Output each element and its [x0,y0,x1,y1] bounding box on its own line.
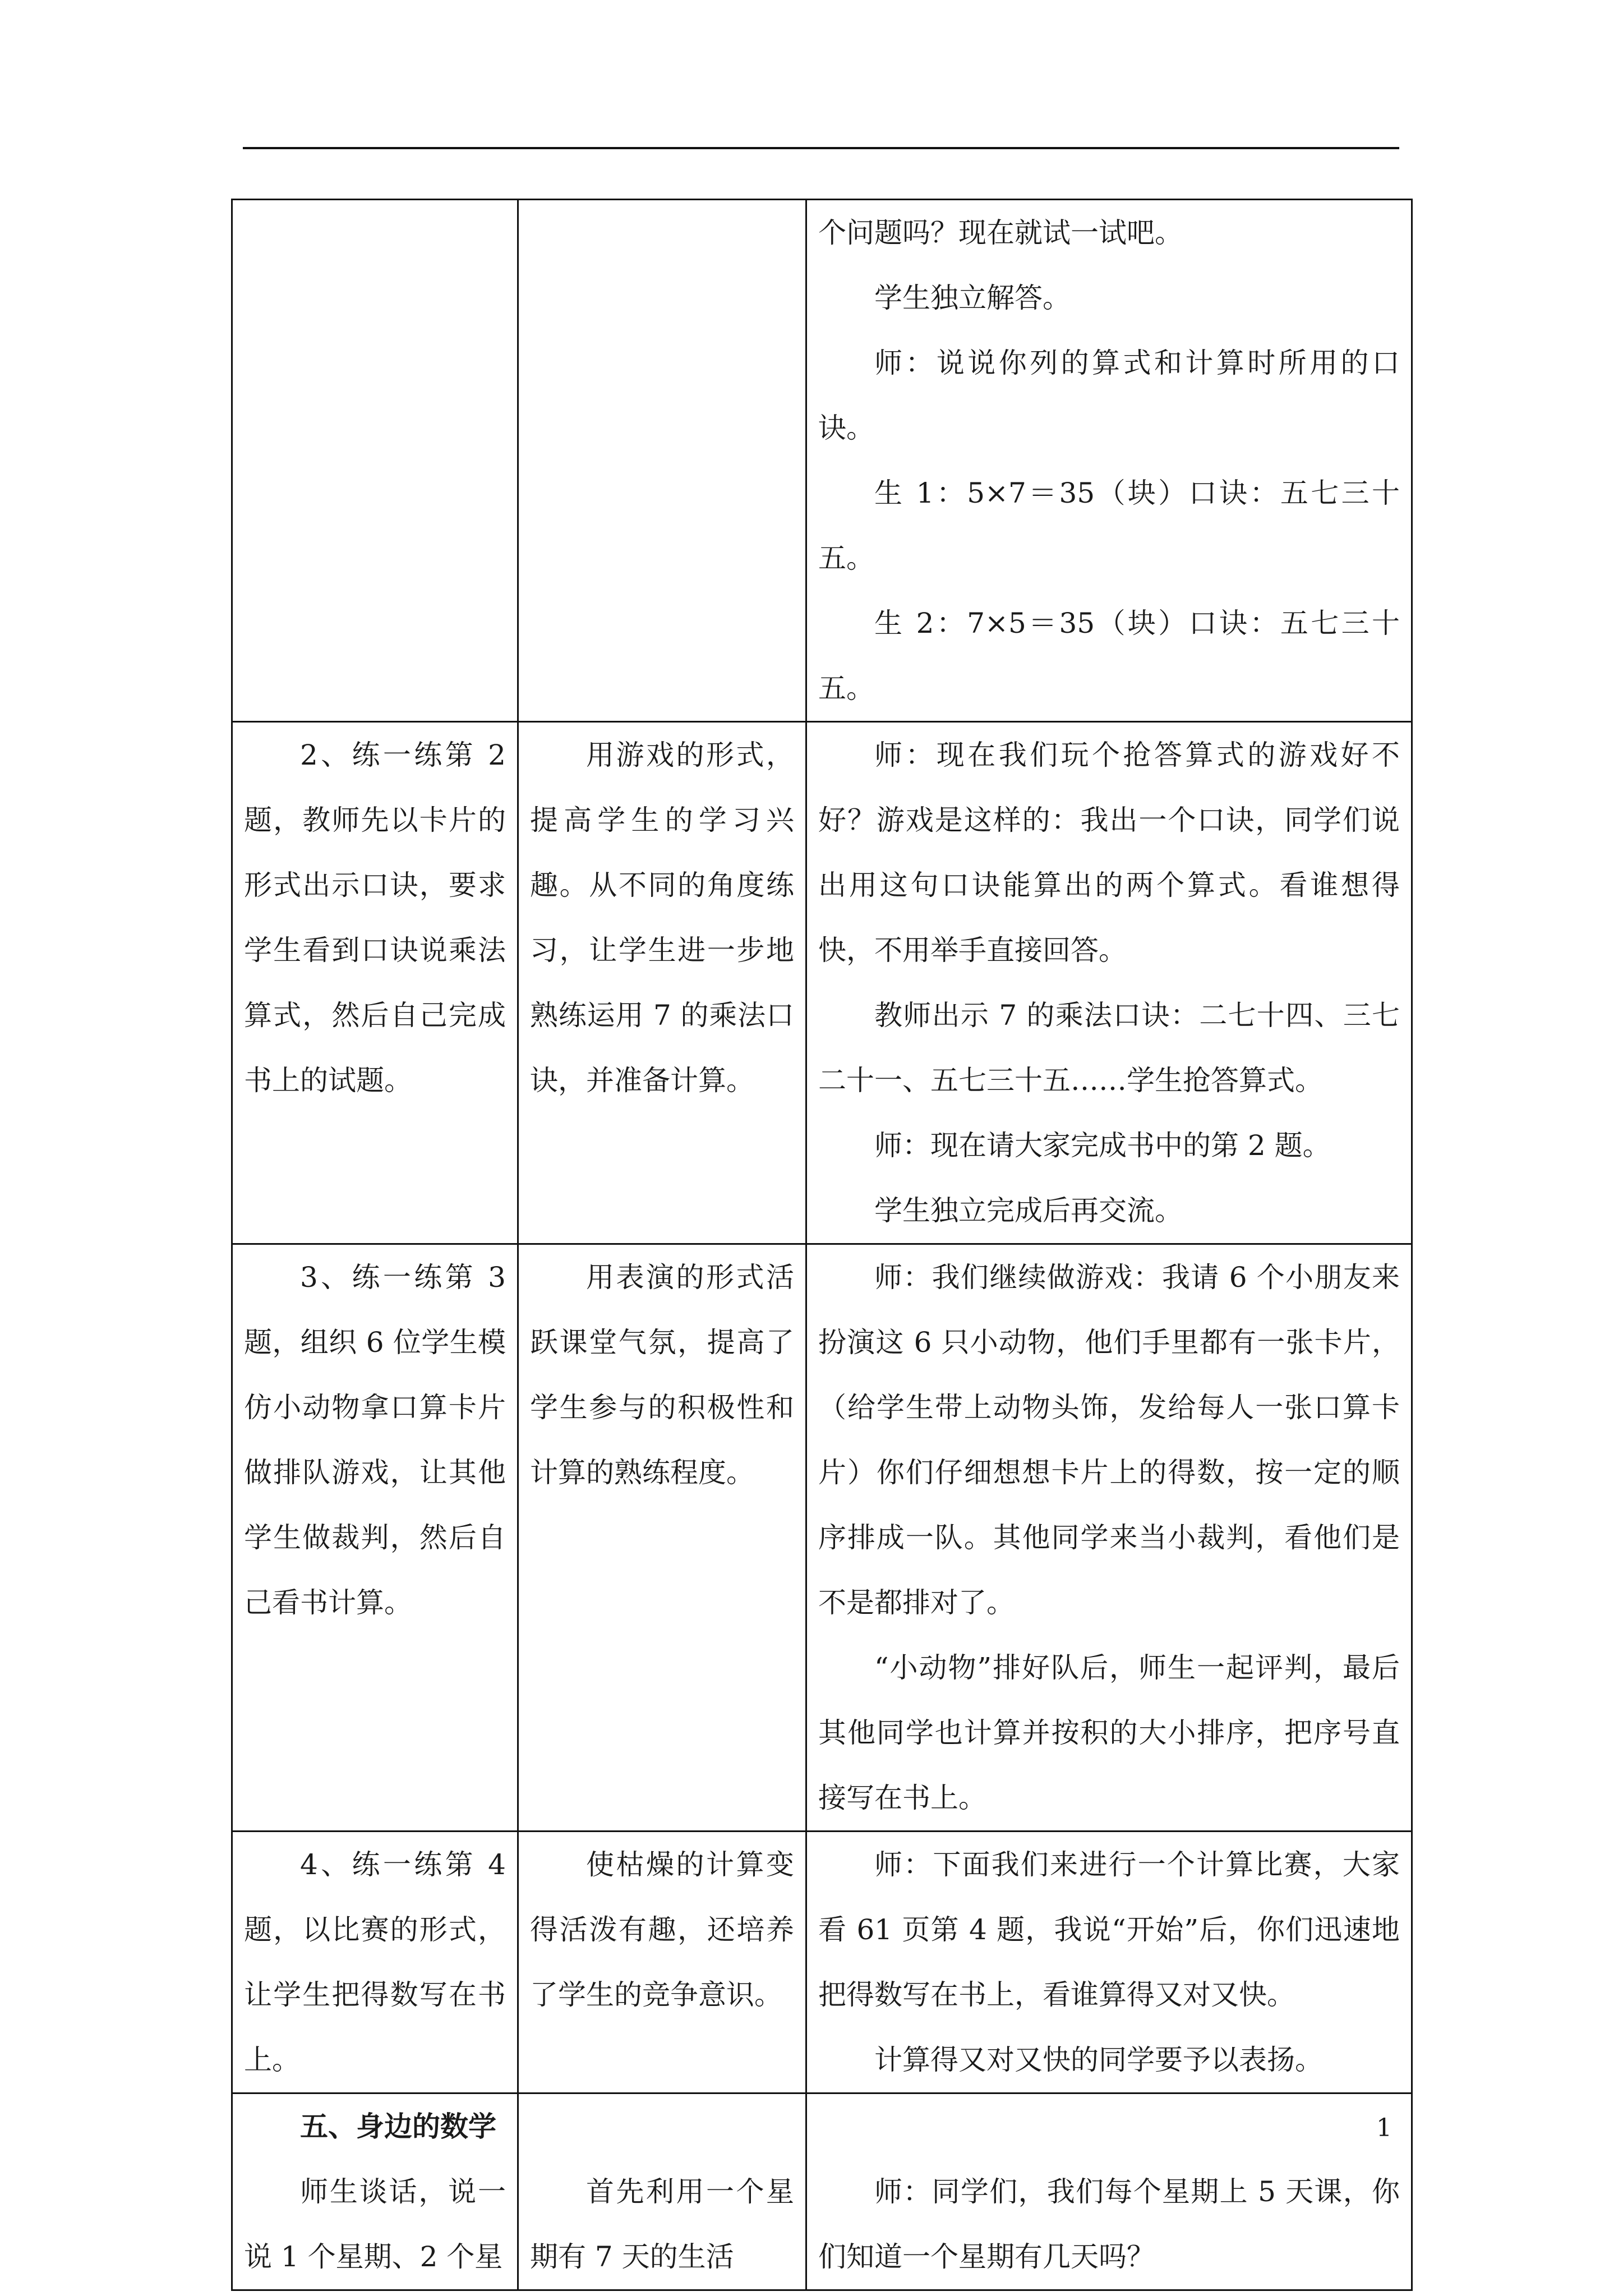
paragraph: 师：说说你列的算式和计算时所用的口诀。 [818,347,1400,444]
paragraph: 师：我们继续做游戏：我请 6 个小朋友来扮演这 6 只小动物，他们手里都有一张卡片，（给学生带上动物头饰，发给每人一张口算卡片）你们仔细想想卡片上的得数，按一定的顺序排成一队。其他同学来当小裁判，看他们是不是都排对了。 [818,1261,1400,1619]
paragraph: 2、练一练第 2 题，教师先以卡片的形式出示口诀，要求学生看到口诀说乘法算式，然后自己完成书上的试题。 [244,739,506,1097]
paragraph: 用游戏的形式，提高学生的学习兴趣。从不同的角度练习，让学生进一步地熟练运用 7 的乘法口诀，并准备计算。 [530,739,794,1097]
activity-cell [806,2093,1412,2290]
process-cell [232,1832,518,2093]
paragraph: 学生独立完成后再交流。 [874,1194,1183,1227]
paragraph: 师：现在请大家完成书中的第 2 题。 [874,1129,1331,1162]
table-row [232,2093,1412,2290]
paragraph: “小动物”排好队后，师生一起评判，最后其他同学也计算并按积的大小排序，把序号直接写在书上。 [818,1651,1400,1814]
paragraph: 计算得又对又快的同学要予以表扬。 [874,2044,1323,2076]
paragraph: 4、练一练第 4 题，以比赛的形式，让学生把得数写在书上。 [244,1848,506,2076]
paragraph: 首先利用一个星期有 7 天的生活 [530,2175,794,2273]
paragraph: 个问题吗？现在就试一试吧。 [818,217,1183,249]
process-cell [232,1244,518,1832]
table-row [232,722,1412,1244]
intent-cell [518,200,806,722]
process-cell [232,722,518,1244]
activity-cell [806,200,1412,722]
paragraph: 生 2：7×5＝35（块）口诀：五七三十五。 [818,607,1400,705]
paragraph: 师生谈话，说一说 1 个星期、2 个星 [244,2175,506,2273]
intent-cell [518,2093,806,2290]
process-cell [232,2093,518,2290]
header-rule [243,147,1399,149]
page-number: 1 [1376,2114,1392,2142]
paragraph: 使枯燥的计算变得活泼有趣，还培养了学生的竞争意识。 [530,1848,794,2011]
section-heading: 五、身边的数学 [300,2110,496,2143]
table-row [232,200,1412,722]
process-cell [232,200,518,722]
paragraph: 用表演的形式活跃课堂气氛，提高了学生参与的积极性和计算的熟练程度。 [530,1261,794,1489]
paragraph: 师：现在我们玩个抢答算式的游戏好不好？游戏是这样的：我出一个口诀，同学们说出用这句口诀能算出的两个算式。看谁想得快，不用举手直接回答。 [818,739,1400,967]
paragraph: 3、练一练第 3 题，组织 6 位学生模仿小动物拿口算卡片做排队游戏，让其他学生做裁判，然后自己看书计算。 [244,1261,506,1619]
paragraph: 师：同学们，我们每个星期上 5 天课，你们知道一个星期有几天吗？ [818,2175,1400,2273]
paragraph: 教师出示 7 的乘法口诀：二七十四、三七二十一、五七三十五……学生抢答算式。 [818,999,1400,1097]
intent-cell [518,722,806,1244]
intent-cell [518,1832,806,2093]
paragraph: 生 1：5×7＝35（块）口诀：五七三十五。 [818,477,1400,574]
lesson-plan-table [231,199,1413,2291]
intent-cell [518,1244,806,1832]
activity-cell [806,1244,1412,1832]
activity-cell [806,1832,1412,2093]
paragraph: 学生独立解答。 [874,282,1071,314]
table-row [232,1832,1412,2093]
table-row [232,1244,1412,1832]
activity-cell [806,722,1412,1244]
paragraph: 师：下面我们来进行一个计算比赛，大家看 61 页第 4 题，我说“开始”后，你们迅速地把得数写在书上，看谁算得又对又快。 [818,1848,1400,2011]
